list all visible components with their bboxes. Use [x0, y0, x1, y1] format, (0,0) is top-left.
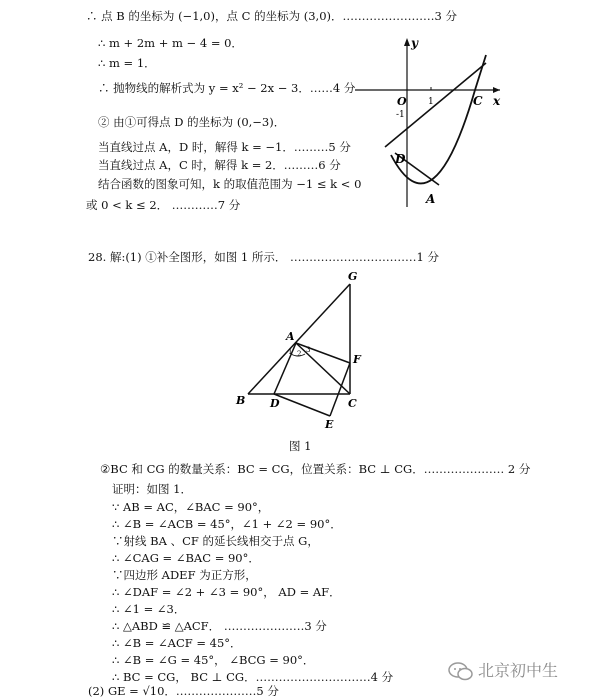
point-d-label: D	[395, 152, 406, 166]
angle-2-label: 2	[297, 350, 302, 358]
angle-3-label: 3	[306, 346, 311, 354]
text-line: ∴ ∠B = ∠G = 45°， ∠BCG = 90°．	[112, 653, 315, 667]
text-line: ∴ 抛物线的解析式为 y = x² − 2x − 3．……4 分	[98, 81, 356, 95]
text-line: ∵四边形 ADEF 为正方形，	[112, 568, 257, 582]
text-line: ∴ m = 1．	[98, 56, 156, 70]
text-line: 或 0 < k ≤ 2． …………7 分	[86, 198, 241, 212]
text-line: ∵ AB = AC，∠BAC = 90°，	[112, 500, 270, 514]
y-axis-arrow	[404, 38, 410, 46]
x-axis-arrow	[493, 87, 500, 93]
watermark-text: 北京初中生	[478, 661, 559, 680]
parabola-graph	[355, 35, 505, 210]
point-a-label: A	[426, 192, 436, 206]
text-line: ②BC 和 CG 的数量关系：BC = CG，位置关系：BC ⊥ CG．………………… 2 分	[100, 462, 531, 476]
segment-ad	[274, 343, 296, 394]
point-a-label: A	[286, 330, 295, 343]
tick-label-neg-one: -1	[396, 110, 405, 120]
watermark	[448, 658, 558, 682]
text-line: ∴ △ABD ≌ △ACF． …………………3 分	[112, 619, 327, 633]
text-line: 证明：如图 1．	[112, 482, 192, 496]
text-line: ∴ ∠CAG = ∠BAC = 90°．	[112, 551, 260, 565]
text-line: ∴ ∠B = ∠ACF = 45°．	[112, 636, 242, 650]
text-line: (2) GE = √10．…………………5 分	[88, 684, 279, 698]
point-e-label: E	[325, 418, 334, 431]
angle-1-label: 1	[288, 348, 293, 356]
question-28-header: 28. 解:(1) ①补全图形，如图 1 所示． ……………………………1 分	[88, 250, 440, 264]
x-label: x	[493, 94, 501, 108]
segment-bg	[248, 284, 350, 394]
tick-label-one: 1	[428, 97, 434, 107]
point-f-label: F	[353, 353, 361, 366]
text-line: ∴ ∠DAF = ∠2 + ∠3 = 90°， AD = AF．	[112, 585, 341, 599]
point-b-label: B	[236, 394, 246, 407]
segment-af	[296, 343, 350, 363]
point-d-label: D	[270, 397, 280, 410]
text-line: 当直线过点 A，D 时，解得 k = −1．………5 分	[98, 140, 351, 154]
figure-caption: 图 1	[289, 439, 312, 453]
y-label: y	[411, 36, 418, 50]
segment-de	[274, 394, 330, 416]
point-c-label: C	[473, 94, 483, 108]
text-line: ∵射线 BA 、CF 的延长线相交于点 G，	[112, 534, 319, 548]
origin-label: O	[397, 95, 407, 108]
text-line: ∴ m + 2m + m − 4 = 0．	[98, 36, 243, 50]
geometry-figure-1	[228, 268, 378, 440]
point-g-label: G	[348, 270, 358, 283]
point-c-label: C	[348, 397, 357, 410]
text-line: ∴ 点 B 的坐标为 (−1,0)，点 C 的坐标为 (3,0)．……………………3 分	[86, 9, 457, 23]
wechat-icon	[448, 662, 474, 682]
segment-ef	[330, 363, 350, 416]
text-line: ∴ BC = CG， BC ⊥ CG．…………………………4 分	[112, 670, 394, 684]
text-line: 当直线过点 A，C 时，解得 k = 2．………6 分	[98, 158, 341, 172]
text-line: ∴ ∠1 = ∠3．	[112, 602, 186, 616]
text-line: ② 由①可得点 D 的坐标为 (0,−3)．	[98, 115, 286, 129]
text-line: 结合函数的图象可知，k 的取值范围为 −1 ≤ k < 0	[98, 177, 362, 191]
text-line: ∴ ∠B = ∠ACB = 45°，∠1 + ∠2 = 90°．	[112, 517, 342, 531]
